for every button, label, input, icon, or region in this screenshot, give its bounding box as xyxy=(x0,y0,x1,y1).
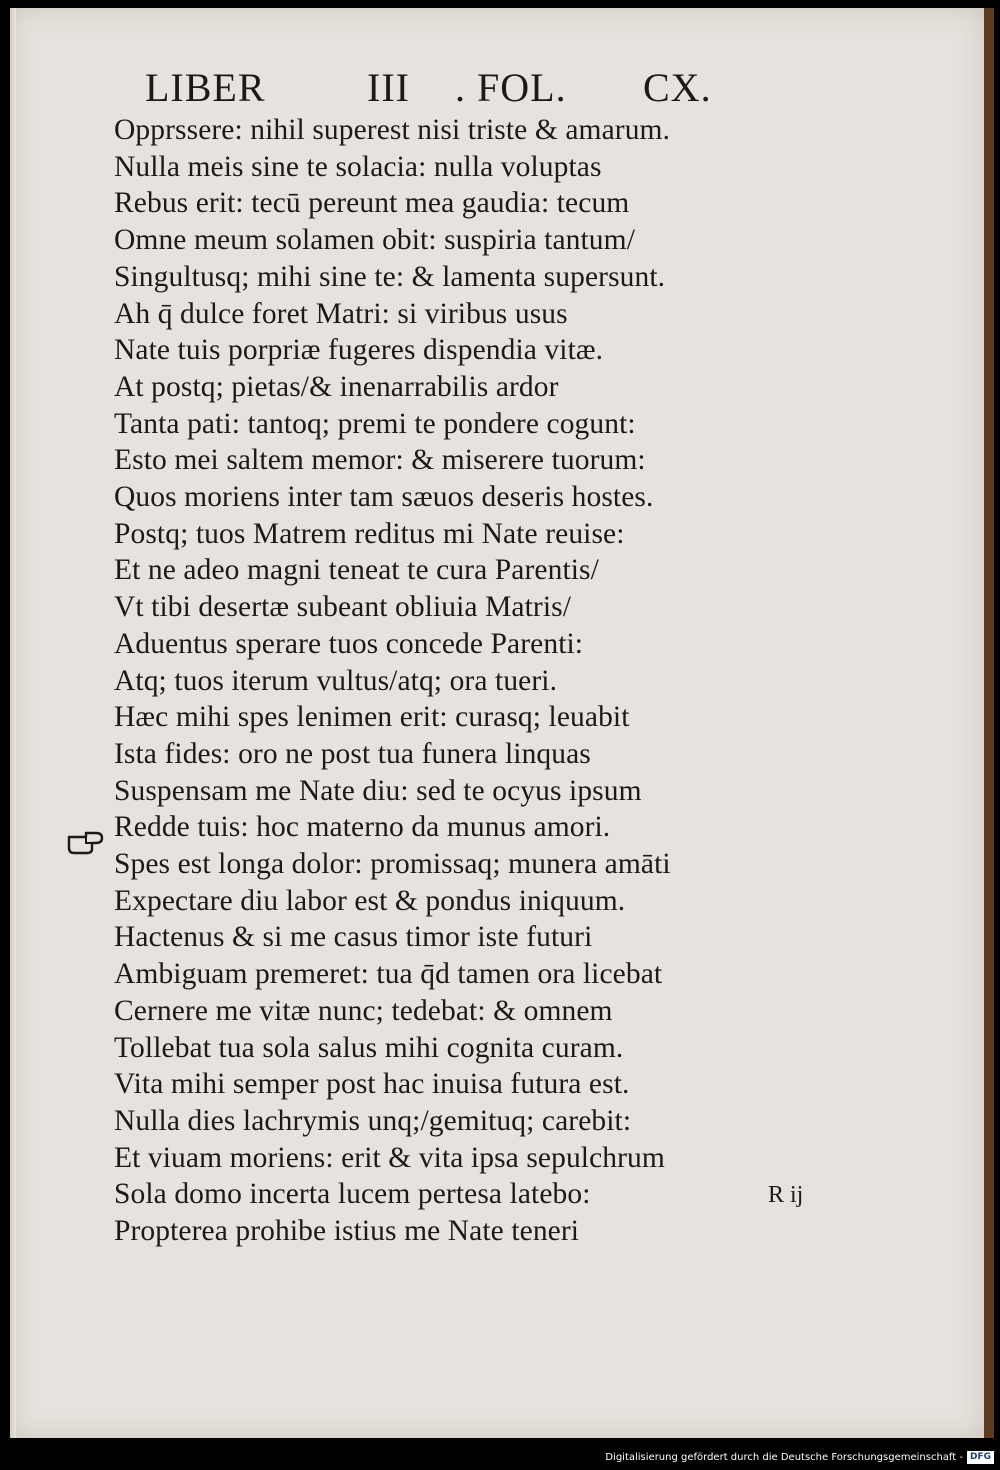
verse-line: Propterea prohibe istius me Nate teneri xyxy=(114,1215,580,1248)
running-head-book-number: III xyxy=(367,65,410,110)
page-gutter-shadow xyxy=(10,8,16,1438)
signature-mark: R ij xyxy=(768,1182,804,1208)
verse-line: Cernere me vitæ nunc; tedebat: & omnem xyxy=(114,994,613,1027)
verse-line: Et viuam moriens: erit & vita ipsa sepulchrum xyxy=(114,1141,665,1174)
verse-line: Spes est longa dolor: promissaq; munera amāti xyxy=(114,848,671,881)
verse-line: Nulla dies lachrymis unq;/gemituq; carebit: xyxy=(114,1104,632,1137)
manicule-icon xyxy=(66,828,104,856)
verse-line: Quos moriens inter tam sæuos deseris hostes. xyxy=(114,481,654,514)
verse-line: Hæc mihi spes lenimen erit: curasq; leuabit xyxy=(114,701,630,734)
verse-line: Suspensam me Nate diu: sed te ocyus ipsum xyxy=(114,774,642,807)
verse-line: Ista fides: oro ne post tua funera linquas xyxy=(114,737,591,770)
funding-note-text: Digitalisierung gefördert durch die Deutsche Forschungsgemeinschaft - xyxy=(605,1451,963,1463)
verse-line: Sola domo incerta lucem pertesa latebo: xyxy=(114,1178,591,1211)
dfg-logo-icon: DFG xyxy=(967,1451,994,1464)
verse-line: Esto mei saltem memor: & miserere tuorum: xyxy=(114,444,646,477)
verse-line: Vt tibi desertæ subeant obliuia Matris/ xyxy=(114,591,571,624)
verse-line: Redde tuis: hoc materno da munus amori. xyxy=(114,811,611,844)
verse-line: Tanta pati: tantoq; premi te pondere cogunt: xyxy=(114,407,636,440)
running-head xyxy=(145,64,755,116)
verse-text-block xyxy=(114,112,794,1250)
verse-line: Omne meum solamen obit: suspiria tantum/ xyxy=(114,224,635,257)
verse-line: Nate tuis porpriæ fugeres dispendia vitæ. xyxy=(114,334,604,367)
verse-line: Vita mihi semper post hac inuisa futura est. xyxy=(114,1068,630,1101)
verse-line: Singultusq; mihi sine te: & lamenta supersunt. xyxy=(114,260,666,293)
verse-line: At postq; pietas/& inenarrabilis ardor xyxy=(114,370,559,403)
verse-line: Et ne adeo magni teneat te cura Parentis/ xyxy=(114,554,599,587)
verse-line: Ah q̄ dulce foret Matri: si viribus usus xyxy=(114,297,568,330)
running-head-folio-number: CX. xyxy=(643,65,712,110)
verse-line: Rebus erit: tecū pereunt mea gaudia: tecum xyxy=(114,187,630,220)
verse-line: Ambiguam premeret: tua q̄d tamen ora licebat xyxy=(114,958,663,991)
verse-line: Aduentus sperare tuos concede Parenti: xyxy=(114,627,584,660)
verse-line: Tollebat tua sola salus mihi cognita curam. xyxy=(114,1031,624,1064)
verse-line: Nulla meis sine te solacia: nulla voluptas xyxy=(114,150,602,183)
running-head-fol: . FOL. xyxy=(455,65,567,110)
book-page xyxy=(10,8,994,1438)
verse-line: Atq; tuos iterum vultus/atq; ora tueri. xyxy=(114,664,558,697)
funding-note xyxy=(605,1449,994,1465)
verse-line: Expectare diu labor est & pondus iniquum. xyxy=(114,884,626,917)
verse-line: Hactenus & si me casus timor iste futuri xyxy=(114,921,593,954)
verse-line: Opprssere: nihil superest nisi triste & amarum. xyxy=(114,114,671,146)
verse-line: Postq; tuos Matrem reditus mi Nate reuise: xyxy=(114,517,625,550)
running-head-liber: LIBER xyxy=(145,65,266,110)
